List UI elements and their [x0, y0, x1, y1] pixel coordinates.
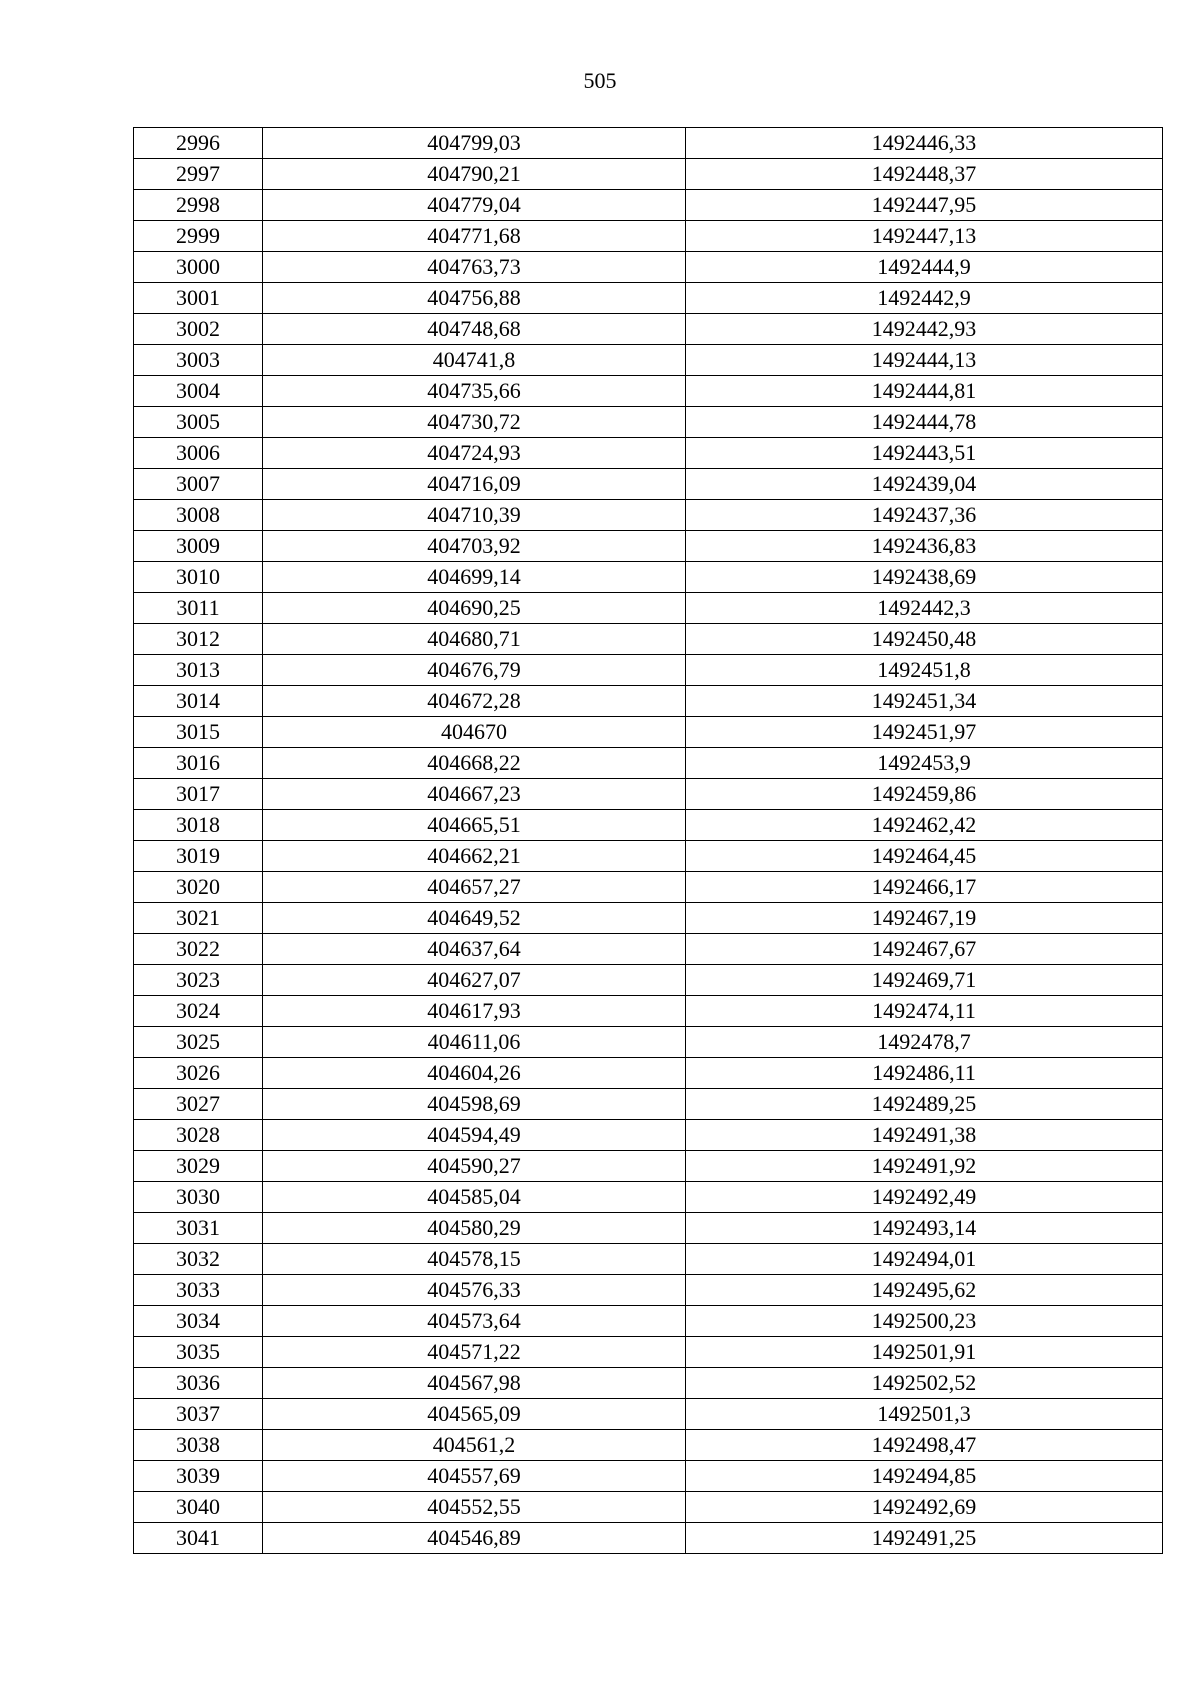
x-coordinate-cell: 404627,07 [263, 965, 686, 996]
point-number-cell: 3028 [134, 1120, 263, 1151]
table-row [134, 779, 1163, 810]
x-coordinate-cell: 404649,52 [263, 903, 686, 934]
table-row [134, 686, 1163, 717]
point-number-cell: 3029 [134, 1151, 263, 1182]
y-coordinate-cell: 1492493,14 [686, 1213, 1163, 1244]
table-row [134, 965, 1163, 996]
x-coordinate-cell: 404730,72 [263, 407, 686, 438]
table-row [134, 221, 1163, 252]
y-coordinate-cell: 1492467,19 [686, 903, 1163, 934]
point-number-cell: 3022 [134, 934, 263, 965]
x-coordinate-cell: 404590,27 [263, 1151, 686, 1182]
table-row [134, 469, 1163, 500]
x-coordinate-cell: 404710,39 [263, 500, 686, 531]
point-number-cell: 3035 [134, 1337, 263, 1368]
x-coordinate-cell: 404771,68 [263, 221, 686, 252]
point-number-cell: 3020 [134, 872, 263, 903]
y-coordinate-cell: 1492453,9 [686, 748, 1163, 779]
y-coordinate-cell: 1492491,25 [686, 1523, 1163, 1554]
x-coordinate-cell: 404667,23 [263, 779, 686, 810]
y-coordinate-cell: 1492498,47 [686, 1430, 1163, 1461]
y-coordinate-cell: 1492469,71 [686, 965, 1163, 996]
point-number-cell: 3021 [134, 903, 263, 934]
point-number-cell: 3027 [134, 1089, 263, 1120]
x-coordinate-cell: 404662,21 [263, 841, 686, 872]
point-number-cell: 3037 [134, 1399, 263, 1430]
y-coordinate-cell: 1492489,25 [686, 1089, 1163, 1120]
table-row [134, 345, 1163, 376]
x-coordinate-cell: 404557,69 [263, 1461, 686, 1492]
table-row [134, 655, 1163, 686]
y-coordinate-cell: 1492447,95 [686, 190, 1163, 221]
point-number-cell: 3005 [134, 407, 263, 438]
y-coordinate-cell: 1492438,69 [686, 562, 1163, 593]
y-coordinate-cell: 1492492,69 [686, 1492, 1163, 1523]
y-coordinate-cell: 1492442,9 [686, 283, 1163, 314]
y-coordinate-cell: 1492447,13 [686, 221, 1163, 252]
point-number-cell: 3023 [134, 965, 263, 996]
table-row [134, 996, 1163, 1027]
y-coordinate-cell: 1492439,04 [686, 469, 1163, 500]
table-row [134, 1492, 1163, 1523]
point-number-cell: 3014 [134, 686, 263, 717]
x-coordinate-cell: 404699,14 [263, 562, 686, 593]
y-coordinate-cell: 1492486,11 [686, 1058, 1163, 1089]
x-coordinate-cell: 404585,04 [263, 1182, 686, 1213]
table-row [134, 1523, 1163, 1554]
point-number-cell: 3007 [134, 469, 263, 500]
table-row [134, 748, 1163, 779]
x-coordinate-cell: 404571,22 [263, 1337, 686, 1368]
x-coordinate-cell: 404580,29 [263, 1213, 686, 1244]
table-row [134, 500, 1163, 531]
x-coordinate-cell: 404546,89 [263, 1523, 686, 1554]
x-coordinate-cell: 404703,92 [263, 531, 686, 562]
table-row [134, 438, 1163, 469]
point-number-cell: 3033 [134, 1275, 263, 1306]
y-coordinate-cell: 1492494,85 [686, 1461, 1163, 1492]
point-number-cell: 3030 [134, 1182, 263, 1213]
point-number-cell: 3004 [134, 376, 263, 407]
table-row [134, 531, 1163, 562]
point-number-cell: 3003 [134, 345, 263, 376]
point-number-cell: 3025 [134, 1027, 263, 1058]
y-coordinate-cell: 1492444,13 [686, 345, 1163, 376]
point-number-cell: 3018 [134, 810, 263, 841]
point-number-cell: 3026 [134, 1058, 263, 1089]
table-row [134, 1368, 1163, 1399]
y-coordinate-cell: 1492466,17 [686, 872, 1163, 903]
table-row [134, 159, 1163, 190]
point-number-cell: 3001 [134, 283, 263, 314]
table-row [134, 1430, 1163, 1461]
point-number-cell: 3012 [134, 624, 263, 655]
x-coordinate-cell: 404799,03 [263, 128, 686, 159]
point-number-cell: 2999 [134, 221, 263, 252]
x-coordinate-cell: 404611,06 [263, 1027, 686, 1058]
y-coordinate-cell: 1492464,45 [686, 841, 1163, 872]
table-row [134, 314, 1163, 345]
x-coordinate-cell: 404565,09 [263, 1399, 686, 1430]
point-number-cell: 3000 [134, 252, 263, 283]
point-number-cell: 3041 [134, 1523, 263, 1554]
table-row [134, 1461, 1163, 1492]
point-number-cell: 3024 [134, 996, 263, 1027]
point-number-cell: 3019 [134, 841, 263, 872]
table-row [134, 872, 1163, 903]
point-number-cell: 3010 [134, 562, 263, 593]
y-coordinate-cell: 1492444,81 [686, 376, 1163, 407]
y-coordinate-cell: 1492478,7 [686, 1027, 1163, 1058]
table-row [134, 903, 1163, 934]
x-coordinate-cell: 404763,73 [263, 252, 686, 283]
y-coordinate-cell: 1492444,9 [686, 252, 1163, 283]
table-row [134, 1244, 1163, 1275]
y-coordinate-cell: 1492444,78 [686, 407, 1163, 438]
point-number-cell: 3011 [134, 593, 263, 624]
table-row [134, 1027, 1163, 1058]
point-number-cell: 3031 [134, 1213, 263, 1244]
y-coordinate-cell: 1492474,11 [686, 996, 1163, 1027]
point-number-cell: 2997 [134, 159, 263, 190]
x-coordinate-cell: 404748,68 [263, 314, 686, 345]
x-coordinate-cell: 404657,27 [263, 872, 686, 903]
x-coordinate-cell: 404594,49 [263, 1120, 686, 1151]
table-row [134, 1399, 1163, 1430]
point-number-cell: 3017 [134, 779, 263, 810]
table-row [134, 1120, 1163, 1151]
y-coordinate-cell: 1492450,48 [686, 624, 1163, 655]
x-coordinate-cell: 404676,79 [263, 655, 686, 686]
point-number-cell: 3002 [134, 314, 263, 345]
x-coordinate-cell: 404756,88 [263, 283, 686, 314]
table-row [134, 1151, 1163, 1182]
y-coordinate-cell: 1492501,3 [686, 1399, 1163, 1430]
coordinates-table-body [134, 128, 1163, 1554]
x-coordinate-cell: 404670 [263, 717, 686, 748]
table-row [134, 1182, 1163, 1213]
x-coordinate-cell: 404578,15 [263, 1244, 686, 1275]
table-row [134, 593, 1163, 624]
point-number-cell: 3040 [134, 1492, 263, 1523]
table-row [134, 562, 1163, 593]
y-coordinate-cell: 1492494,01 [686, 1244, 1163, 1275]
y-coordinate-cell: 1492436,83 [686, 531, 1163, 562]
x-coordinate-cell: 404668,22 [263, 748, 686, 779]
table-row [134, 810, 1163, 841]
y-coordinate-cell: 1492491,38 [686, 1120, 1163, 1151]
table-row [134, 841, 1163, 872]
point-number-cell: 2998 [134, 190, 263, 221]
point-number-cell: 3034 [134, 1306, 263, 1337]
y-coordinate-cell: 1492451,8 [686, 655, 1163, 686]
table-row [134, 1306, 1163, 1337]
table-row [134, 376, 1163, 407]
page-number: 505 [583, 68, 617, 93]
x-coordinate-cell: 404724,93 [263, 438, 686, 469]
point-number-cell: 3016 [134, 748, 263, 779]
x-coordinate-cell: 404741,8 [263, 345, 686, 376]
coordinates-table [133, 127, 1163, 1554]
table-row [134, 283, 1163, 314]
y-coordinate-cell: 1492437,36 [686, 500, 1163, 531]
y-coordinate-cell: 1492442,93 [686, 314, 1163, 345]
y-coordinate-cell: 1492451,34 [686, 686, 1163, 717]
x-coordinate-cell: 404735,66 [263, 376, 686, 407]
x-coordinate-cell: 404552,55 [263, 1492, 686, 1523]
x-coordinate-cell: 404567,98 [263, 1368, 686, 1399]
point-number-cell: 3039 [134, 1461, 263, 1492]
point-number-cell: 3006 [134, 438, 263, 469]
table-row [134, 624, 1163, 655]
y-coordinate-cell: 1492467,67 [686, 934, 1163, 965]
table-row [134, 190, 1163, 221]
point-number-cell: 3013 [134, 655, 263, 686]
point-number-cell: 2996 [134, 128, 263, 159]
x-coordinate-cell: 404716,09 [263, 469, 686, 500]
table-row [134, 1337, 1163, 1368]
y-coordinate-cell: 1492448,37 [686, 159, 1163, 190]
x-coordinate-cell: 404779,04 [263, 190, 686, 221]
y-coordinate-cell: 1492501,91 [686, 1337, 1163, 1368]
x-coordinate-cell: 404573,64 [263, 1306, 686, 1337]
table-row [134, 128, 1163, 159]
point-number-cell: 3032 [134, 1244, 263, 1275]
x-coordinate-cell: 404672,28 [263, 686, 686, 717]
x-coordinate-cell: 404637,64 [263, 934, 686, 965]
y-coordinate-cell: 1492451,97 [686, 717, 1163, 748]
x-coordinate-cell: 404598,69 [263, 1089, 686, 1120]
table-row [134, 407, 1163, 438]
y-coordinate-cell: 1492492,49 [686, 1182, 1163, 1213]
point-number-cell: 3008 [134, 500, 263, 531]
x-coordinate-cell: 404561,2 [263, 1430, 686, 1461]
y-coordinate-cell: 1492442,3 [686, 593, 1163, 624]
y-coordinate-cell: 1492443,51 [686, 438, 1163, 469]
y-coordinate-cell: 1492500,23 [686, 1306, 1163, 1337]
y-coordinate-cell: 1492495,62 [686, 1275, 1163, 1306]
x-coordinate-cell: 404680,71 [263, 624, 686, 655]
y-coordinate-cell: 1492459,86 [686, 779, 1163, 810]
table-row [134, 717, 1163, 748]
point-number-cell: 3015 [134, 717, 263, 748]
table-row [134, 1089, 1163, 1120]
point-number-cell: 3036 [134, 1368, 263, 1399]
point-number-cell: 3038 [134, 1430, 263, 1461]
y-coordinate-cell: 1492462,42 [686, 810, 1163, 841]
x-coordinate-cell: 404576,33 [263, 1275, 686, 1306]
y-coordinate-cell: 1492446,33 [686, 128, 1163, 159]
x-coordinate-cell: 404690,25 [263, 593, 686, 624]
table-row [134, 934, 1163, 965]
point-number-cell: 3009 [134, 531, 263, 562]
table-row [134, 1058, 1163, 1089]
table-row [134, 1275, 1163, 1306]
x-coordinate-cell: 404665,51 [263, 810, 686, 841]
y-coordinate-cell: 1492491,92 [686, 1151, 1163, 1182]
table-row [134, 1213, 1163, 1244]
x-coordinate-cell: 404790,21 [263, 159, 686, 190]
y-coordinate-cell: 1492502,52 [686, 1368, 1163, 1399]
x-coordinate-cell: 404617,93 [263, 996, 686, 1027]
table-row [134, 252, 1163, 283]
x-coordinate-cell: 404604,26 [263, 1058, 686, 1089]
